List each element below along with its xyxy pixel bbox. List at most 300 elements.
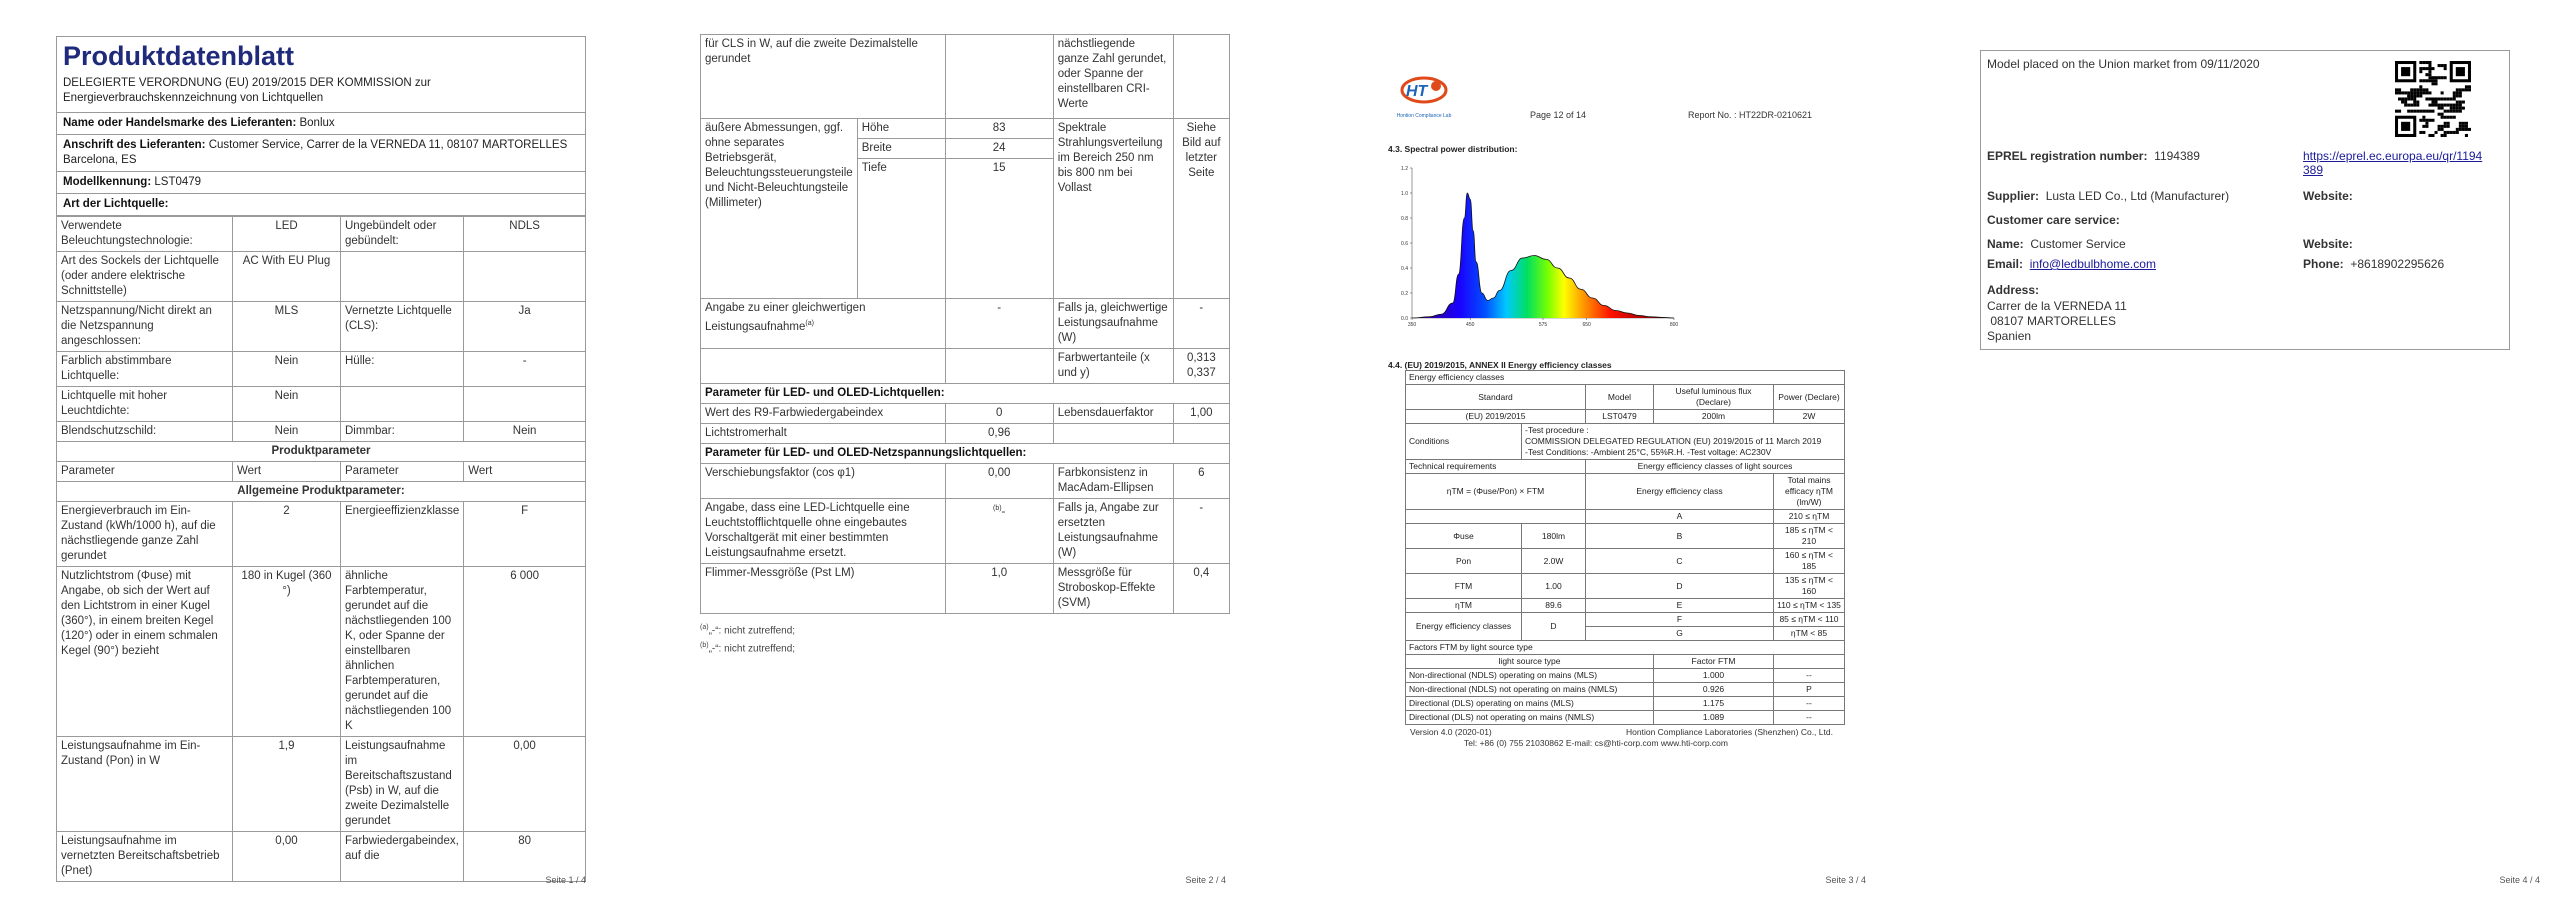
qr-module xyxy=(2453,110,2456,113)
table-row xyxy=(1406,549,1845,574)
cell: ähnliche Farbtemperatur, gerundet auf die nächstliegenden 100 K, oder Spanne der einstellbaren ähnlichen Farbtemperaturen, gerundet auf die nächstliegenden 100 K xyxy=(341,567,464,737)
ftm-factor: 1.089 xyxy=(1654,711,1774,725)
val-cell: 200lm xyxy=(1654,410,1774,424)
y-tick-label: 0.8 xyxy=(1401,216,1408,222)
parameters-table-2 xyxy=(700,34,1230,614)
qr-module xyxy=(2444,64,2447,67)
table-row xyxy=(57,302,586,352)
equiv-right: Falls ja, gleichwertige Leistungsaufnahme (W) xyxy=(1053,299,1173,349)
qr-module xyxy=(2419,79,2422,82)
qr-module xyxy=(2425,125,2428,128)
cell: Blendschutzschild: xyxy=(57,422,233,442)
cell: F xyxy=(464,502,586,567)
qr-module xyxy=(2459,101,2462,104)
qr-module xyxy=(2462,107,2465,110)
cell: - xyxy=(464,352,586,387)
model-row: Modellkennung: LST0479 xyxy=(57,171,585,193)
tech-value: 89.6 xyxy=(1522,599,1586,613)
ee-range: 85 ≤ ηTM < 110 xyxy=(1774,613,1845,627)
ee-class: D xyxy=(1586,574,1774,599)
qr-module xyxy=(2438,76,2441,79)
x-tick-label: 450 xyxy=(1466,322,1475,328)
qr-module xyxy=(2410,110,2413,113)
replace-right-value: - xyxy=(1173,499,1229,564)
cell: Hülle: xyxy=(341,352,464,387)
qr-module xyxy=(2450,107,2453,110)
qr-module xyxy=(2398,91,2401,94)
qr-module xyxy=(2431,76,2434,79)
qr-module xyxy=(2456,94,2459,97)
cell: 80 xyxy=(464,832,586,882)
cell: NDLS xyxy=(464,217,586,252)
qr-module xyxy=(2419,131,2422,134)
qr-module xyxy=(2431,82,2434,85)
dim-value: 15 xyxy=(945,159,1053,299)
qr-module xyxy=(2459,125,2462,128)
qr-module xyxy=(2456,91,2459,94)
color-values: 0,313 0,337 xyxy=(1173,349,1229,384)
qr-module xyxy=(2450,104,2453,107)
table-row xyxy=(1406,613,1845,627)
col-header: Parameter xyxy=(57,462,233,482)
ee-range: 110 ≤ ηTM < 135 xyxy=(1774,599,1845,613)
ee-range: 210 ≤ ηTM xyxy=(1774,510,1845,524)
qr-module xyxy=(2435,82,2438,85)
qr-module xyxy=(2395,88,2398,91)
qr-module xyxy=(2468,128,2471,131)
qr-module xyxy=(2428,61,2431,64)
hdr-cell: Useful luminous flux (Declare) xyxy=(1654,385,1774,410)
supplier-address-row: Anschrift des Lieferanten: Customer Service, Carrer de la VERNEDA 11, 08107 MARTORELLES Barcelona, ES xyxy=(57,134,585,171)
cos-label: Verschiebungsfaktor (cos φ1) xyxy=(701,464,946,499)
qr-module xyxy=(2407,91,2410,94)
y-tick-label: 0.0 xyxy=(1401,316,1408,322)
qr-module xyxy=(2453,131,2456,134)
qr-module xyxy=(2459,107,2462,110)
conditions-label: Conditions xyxy=(1406,424,1522,460)
hdr-cell: Model xyxy=(1586,385,1654,410)
qr-module xyxy=(2465,122,2468,125)
qr-module xyxy=(2422,110,2425,113)
qr-module xyxy=(2431,101,2434,104)
type-row: Art der Lichtquelle: xyxy=(57,193,585,215)
page-footer: Seite 3 / 4 xyxy=(1825,875,1866,885)
dim-name: Tiefe xyxy=(857,159,945,299)
y-tick-label: 0.6 xyxy=(1401,241,1408,247)
qr-module xyxy=(2456,110,2459,113)
ftm-check: -- xyxy=(1774,669,1845,683)
qr-module xyxy=(2444,125,2447,128)
consist-label: Farbkonsistenz in MacAdam-Ellipsen xyxy=(1053,464,1173,499)
qr-module xyxy=(2413,94,2416,97)
qr-module xyxy=(2428,73,2431,76)
qr-module xyxy=(2444,104,2447,107)
qr-module xyxy=(2447,131,2450,134)
qr-module xyxy=(2422,116,2425,119)
qr-module xyxy=(2416,88,2419,91)
qr-module xyxy=(2441,107,2444,110)
formula: ηTM = (Φuse/Pon) × FTM xyxy=(1406,474,1586,510)
cell: Nein xyxy=(233,352,341,387)
qr-module xyxy=(2462,88,2465,91)
eprel-box xyxy=(1980,50,2510,350)
x-tick-label: 800 xyxy=(1669,322,1679,328)
cell: 1,9 xyxy=(233,737,341,832)
equiv-label: Angabe zu einer gleichwertigen Leistungsaufnahme$^{(a)}$ xyxy=(701,299,946,349)
qr-module xyxy=(2447,116,2450,119)
qr-module xyxy=(2441,125,2444,128)
ftm-factor: 0.926 xyxy=(1654,683,1774,697)
qr-module xyxy=(2444,134,2447,137)
qr-module xyxy=(2456,107,2459,110)
email-link[interactable]: info@ledbulbhome.com xyxy=(2029,257,2156,271)
qr-module xyxy=(2453,104,2456,107)
qr-module xyxy=(2422,67,2425,70)
replace-right: Falls ja, Angabe zur ersetzten Leistungsaufnahme (W) xyxy=(1053,499,1173,564)
qr-finder xyxy=(2401,67,2410,76)
ftm-type: Non-directional (NDLS) operating on mains (MLS) xyxy=(1406,669,1654,683)
qr-module xyxy=(2428,79,2431,82)
qr-module xyxy=(2456,104,2459,107)
qr-module xyxy=(2401,91,2404,94)
life-value: 1,00 xyxy=(1173,404,1229,424)
replace-value: $^{(b)}$- xyxy=(945,499,1053,564)
qr-module xyxy=(2413,110,2416,113)
qr-module xyxy=(2438,104,2441,107)
qr-module xyxy=(2425,79,2428,82)
qr-module xyxy=(2416,104,2419,107)
col-header: Wert xyxy=(233,462,341,482)
ee-class: F xyxy=(1586,613,1774,627)
qr-module xyxy=(2447,125,2450,128)
tech-value: 1.00 xyxy=(1522,574,1586,599)
ee-class: G xyxy=(1586,627,1774,641)
tech-value: D xyxy=(1522,613,1586,641)
col-header: Parameter xyxy=(341,462,464,482)
qr-module xyxy=(2459,128,2462,131)
qr-module xyxy=(2438,125,2441,128)
color-label: Farbwertanteile (x und y) xyxy=(1053,349,1173,384)
tech-label: Φuse xyxy=(1406,524,1522,549)
qr-module xyxy=(2431,134,2434,137)
col-header: Wert xyxy=(464,462,586,482)
cell: Nein xyxy=(464,422,586,442)
qr-module xyxy=(2453,94,2456,97)
qr-module xyxy=(2438,128,2441,131)
qr-module xyxy=(2407,110,2410,113)
qr-module xyxy=(2428,70,2431,73)
table-title: 4.4. (EU) 2019/2015, ANNEX II Energy efficiency classes xyxy=(1388,360,1612,370)
cell: Energieverbrauch im Ein-Zustand (kWh/1000 h), auf die nächstliegende ganze Zahl gerundet xyxy=(57,502,233,567)
page-1 xyxy=(0,0,600,905)
lab-logo: HT Hontion Compliance Lab xyxy=(1396,72,1452,114)
qr-module xyxy=(2438,64,2441,67)
report-no: Report No. : HT22DR-0210621 xyxy=(1688,110,1813,120)
ftm-type: Directional (DLS) not operating on mains (NMLS) xyxy=(1406,711,1654,725)
qr-module xyxy=(2459,88,2462,91)
cell: 2 xyxy=(233,502,341,567)
qr-module xyxy=(2431,67,2434,70)
tech-label: Pon xyxy=(1406,549,1522,574)
eprel-link[interactable]: https://eprel.ec.europa.eu/qr/1194389 xyxy=(2303,149,2483,177)
dim-name: Höhe xyxy=(857,119,945,139)
qr-module xyxy=(2444,110,2447,113)
params-title: Produktparameter xyxy=(57,442,586,462)
qr-module xyxy=(2453,97,2456,100)
footnote-b: $^{(b)}$„-“: nicht zutreffend; xyxy=(700,642,796,655)
qr-module xyxy=(2441,113,2444,116)
maint-label: Lichtstromerhalt xyxy=(701,424,946,444)
flicker-label: Flimmer-Messgröße (Pst LM) xyxy=(701,564,946,614)
tech-label: Energy efficiency classes xyxy=(1406,613,1522,641)
qr-module xyxy=(2425,110,2428,113)
table-row xyxy=(57,567,586,737)
qr-module xyxy=(2422,61,2425,64)
ftm-factor: 1.000 xyxy=(1654,669,1774,683)
cell: Energieeffizienzklasse xyxy=(341,502,464,567)
cell: Nutzlichtstrom (Φuse) mit Angabe, ob sich der Wert auf den Lichtstrom in einer Kugel (360°), in einem breiten Kegel (120°) oder in einem schmalen Kegel (90°) bezieht xyxy=(57,567,233,737)
x-tick-label: 650 xyxy=(1582,322,1591,328)
qr-module xyxy=(2428,64,2431,67)
qr-module xyxy=(2422,91,2425,94)
qr-module xyxy=(2438,107,2441,110)
qr-module xyxy=(2410,91,2413,94)
qr-module xyxy=(2410,88,2413,91)
cell: MLS xyxy=(233,302,341,352)
qr-module xyxy=(2425,67,2428,70)
equiv-value: - xyxy=(945,299,1053,349)
qr-module xyxy=(2407,94,2410,97)
qr-module xyxy=(2404,101,2407,104)
table-row xyxy=(1406,574,1845,599)
qr-module xyxy=(2456,131,2459,134)
hdr-cell: Power (Declare) xyxy=(1774,385,1845,410)
qr-module xyxy=(2395,110,2398,113)
page-footer: Seite 4 / 4 xyxy=(2499,875,2540,885)
qr-finder xyxy=(2456,67,2465,76)
qr-code xyxy=(2395,61,2471,137)
ee-table xyxy=(1405,370,1845,725)
qr-module xyxy=(2419,61,2422,64)
qr-module xyxy=(2459,91,2462,94)
qr-module xyxy=(2419,88,2422,91)
val-cell: (EU) 2019/2015 xyxy=(1406,410,1586,424)
table-row xyxy=(1406,683,1845,697)
spd-chart xyxy=(1388,160,1688,340)
page-label: Page 12 of 14 xyxy=(1530,110,1587,120)
cell: für CLS in W, auf die zweite Dezimalstelle gerundet xyxy=(701,35,946,119)
y-tick-label: 0.4 xyxy=(1401,266,1408,272)
qr-module xyxy=(2425,73,2428,76)
qr-module xyxy=(2416,94,2419,97)
strobo-value: 0,4 xyxy=(1173,564,1229,614)
table-row xyxy=(57,422,586,442)
qr-module xyxy=(2413,101,2416,104)
care-label: Customer care service: xyxy=(1987,213,2120,227)
footnote-a: $^{(a)}$„-“: nicht zutreffend; xyxy=(700,624,796,637)
hdr-cell: Standard xyxy=(1406,385,1586,410)
qr-module xyxy=(2410,97,2413,100)
qr-module xyxy=(2462,125,2465,128)
regulation-text: DELEGIERTE VERORDNUNG (EU) 2019/2015 DER KOMMISSION zur Energieverbrauchskennzeichnung von Lichtquellen xyxy=(63,77,431,104)
ftm-type: Non-directional (NDLS) not operating on mains (NMLS) xyxy=(1406,683,1654,697)
cell: AC With EU Plug xyxy=(233,252,341,302)
page-3 xyxy=(1280,0,1880,905)
qr-module xyxy=(2431,79,2434,82)
version: Version 4.0 (2020-01) xyxy=(1410,727,1492,737)
qr-module xyxy=(2447,110,2450,113)
light-source-table xyxy=(56,216,586,882)
qr-module xyxy=(2435,101,2438,104)
qr-module xyxy=(2416,110,2419,113)
qr-module xyxy=(2456,101,2459,104)
email-row: Email: info@ledbulbhome.com xyxy=(1987,257,2156,271)
qr-module xyxy=(2468,88,2471,91)
ee-range: 160 ≤ ηTM < 185 xyxy=(1774,549,1845,574)
qr-module xyxy=(2450,97,2453,100)
efficacy-hdr: Total mains efficacy ηTM (lm/W) xyxy=(1774,474,1845,510)
cell: 6 000 xyxy=(464,567,586,737)
ee-range: 185 ≤ ηTM < 210 xyxy=(1774,524,1845,549)
qr-module xyxy=(2425,91,2428,94)
qr-module xyxy=(2441,91,2444,94)
qr-module xyxy=(2422,125,2425,128)
spd-title: 4.3. Spectral power distribution: xyxy=(1388,144,1518,154)
ee-class-hdr: Energy efficiency class xyxy=(1586,474,1774,510)
qr-module xyxy=(2428,97,2431,100)
page-4 xyxy=(1920,0,2560,905)
tech-req: Technical requirements xyxy=(1406,460,1586,474)
qr-module xyxy=(2465,85,2468,88)
qr-module xyxy=(2404,97,2407,100)
ee-class: A xyxy=(1586,510,1774,524)
r9-label: Wert des R9-Farbwiedergabeindex xyxy=(701,404,946,424)
qr-module xyxy=(2441,76,2444,79)
supplier-name-row: Name oder Handelsmarke des Lieferanten: Bonlux xyxy=(57,112,585,134)
qr-module xyxy=(2431,110,2434,113)
qr-module xyxy=(2465,128,2468,131)
cell: Nein xyxy=(233,387,341,422)
cell: Vernetzte Lichtquelle (CLS): xyxy=(341,302,464,352)
qr-module xyxy=(2435,104,2438,107)
ftm-title: Factors FTM by light source type xyxy=(1406,641,1845,655)
qr-module xyxy=(2459,94,2462,97)
qr-module xyxy=(2444,67,2447,70)
qr-module xyxy=(2398,97,2401,100)
cell: 180 in Kugel (360 °) xyxy=(233,567,341,737)
val-cell: 2W xyxy=(1774,410,1845,424)
qr-module xyxy=(2395,91,2398,94)
qr-module xyxy=(2450,116,2453,119)
general-title: Allgemeine Produktparameter: xyxy=(57,482,586,502)
qr-module xyxy=(2441,104,2444,107)
cell: 0,00 xyxy=(464,737,586,832)
cell xyxy=(464,252,586,302)
ftm-check: -- xyxy=(1774,697,1845,711)
table-row xyxy=(1406,669,1845,683)
cell: Farbwiedergabeindex, auf die xyxy=(341,832,464,882)
cell: LED xyxy=(233,217,341,252)
qr-module xyxy=(2428,119,2431,122)
qr-module xyxy=(2441,128,2444,131)
qr-module xyxy=(2401,101,2404,104)
qr-module xyxy=(2435,131,2438,134)
mains-title: Parameter für LED- und OLED-Netzspannungslichtquellen: xyxy=(701,444,1230,464)
qr-module xyxy=(2425,97,2428,100)
qr-module xyxy=(2444,97,2447,100)
table-row xyxy=(57,832,586,882)
val-cell: LST0479 xyxy=(1586,410,1654,424)
cell: Ungebündelt oder gebündelt: xyxy=(341,217,464,252)
strobo-label: Messgröße für Stroboskop-Effekte (SVM) xyxy=(1053,564,1173,614)
footnotes xyxy=(700,620,1230,657)
page-footer: Seite 1 / 4 xyxy=(545,875,586,885)
phone-row: Phone: +8618902295626 xyxy=(2303,257,2445,271)
table-row xyxy=(1406,510,1845,524)
qr-module xyxy=(2419,119,2422,122)
table-row xyxy=(1406,697,1845,711)
qr-module xyxy=(2453,107,2456,110)
qr-module xyxy=(2441,97,2444,100)
header-box xyxy=(56,36,586,216)
replace-label: Angabe, dass eine LED-Lichtquelle eine Leuchtstofflichtquelle ohne eingebautes Vorschaltgerät mit einer bestimmten Leistungsaufnahme ersetzt. xyxy=(701,499,946,564)
qr-module xyxy=(2407,104,2410,107)
qr-module xyxy=(2462,128,2465,131)
spectral-value: Siehe Bild auf letzter Seite xyxy=(1173,119,1229,299)
page-title: Produktdatenblatt xyxy=(63,41,295,71)
website2-label: Website: xyxy=(2303,237,2353,251)
qr-module xyxy=(2435,79,2438,82)
table-row xyxy=(1406,599,1845,613)
table-row xyxy=(57,737,586,832)
cell: Leistungsaufnahme im Bereitschaftszustand (Psb) in W, auf die zweite Dezimalstelle gerundet xyxy=(341,737,464,832)
ftm-check: P xyxy=(1774,683,1845,697)
lab-full: Hontion Compliance Laboratories (Shenzhen) Co., Ltd. xyxy=(1626,727,1833,737)
ee-class: C xyxy=(1586,549,1774,574)
dim-name: Breite xyxy=(857,139,945,159)
website-label: Website: xyxy=(2303,189,2353,203)
qr-module xyxy=(2422,79,2425,82)
qr-module xyxy=(2450,110,2453,113)
dim-value: 24 xyxy=(945,139,1053,159)
cell: Ja xyxy=(464,302,586,352)
qr-module xyxy=(2422,131,2425,134)
qr-module xyxy=(2416,101,2419,104)
qr-module xyxy=(2459,110,2462,113)
ee-class: B xyxy=(1586,524,1774,549)
lab-logo-icon xyxy=(1396,72,1452,114)
address-label: Address: xyxy=(1987,283,2040,297)
qr-module xyxy=(2444,122,2447,125)
table-row xyxy=(57,352,586,387)
qr-module xyxy=(2425,122,2428,125)
conditions-text: -Test procedure : COMMISSION DELEGATED REGULATION (EU) 2019/2015 of 11 March 2019 -Test Conditions: -Ambient 25°C, 55%R.H. -Test voltage: AC230V xyxy=(1522,424,1845,460)
y-tick-label: 1.2 xyxy=(1401,166,1408,172)
qr-module xyxy=(2425,61,2428,64)
cell: Farblich abstimmbare Lichtquelle: xyxy=(57,352,233,387)
maint-value: 0,96 xyxy=(945,424,1053,444)
qr-module xyxy=(2453,116,2456,119)
qr-module xyxy=(2435,97,2438,100)
cos-value: 0,00 xyxy=(945,464,1053,499)
ee-class: E xyxy=(1586,599,1774,613)
cell: Art des Sockels der Lichtquelle (oder andere elektrische Schnittstelle) xyxy=(57,252,233,302)
qr-module xyxy=(2404,91,2407,94)
svg-text:HT: HT xyxy=(1406,83,1428,100)
qr-module xyxy=(2410,94,2413,97)
cell xyxy=(341,252,464,302)
address: Carrer de la VERNEDA 11 08107 MARTORELLES Spanien xyxy=(1987,299,2127,343)
